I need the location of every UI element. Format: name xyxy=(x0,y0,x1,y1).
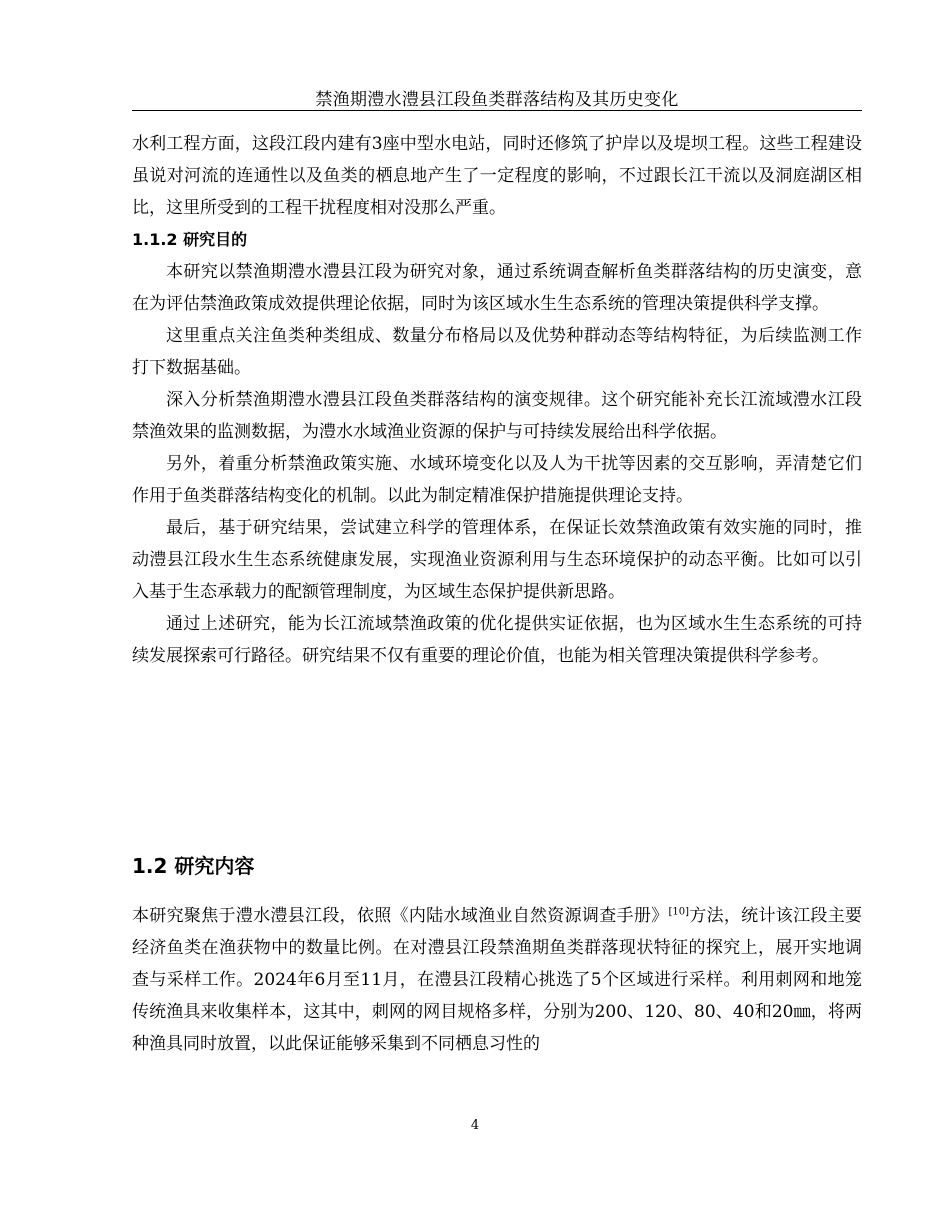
body-section-1-1 xyxy=(132,128,862,672)
body-section-1-2 xyxy=(132,900,862,1060)
research-content-paragraph xyxy=(132,900,862,1060)
running-header: 禁渔期澧水澧县江段鱼类群落结构及其历史变化 xyxy=(315,90,679,110)
citation-reference[interactable]: [10] xyxy=(668,906,689,918)
section-heading-1-2: 1.2 研究内容 xyxy=(132,854,255,878)
paragraph: 深入分析禁渔期澧水澧县江段鱼类群落结构的演变规律。这个研究能补充长江流域澧水江段禁渔效果的监测数据，为澧水水域渔业资源的保护与可持续发展给出科学依据。 xyxy=(132,390,862,442)
paragraph: 本研究以禁渔期澧水澧县江段为研究对象，通过系统调查解析鱼类群落结构的历史演变，意在为评估禁渔政策成效提供理论依据，同时为该区域水生生态系统的管理决策提供科学支撑。 xyxy=(132,262,862,314)
page-number: 4 xyxy=(470,1118,480,1133)
paragraph-text-start: 本研究聚焦于澧水澧县江段，依照《内陆水域渔业自然资源调查手册》 xyxy=(132,906,669,926)
intro-paragraph: 水利工程方面，这段江段内建有3座中型水电站，同时还修筑了护岸以及堤坝工程。这些工程建设虽说对河流的连通性以及鱼类的栖息地产生了一定程度的影响，不过跟长江干流以及洞庭湖区相比，这里所受到的工程干扰程度相对没那么严重。 xyxy=(132,134,862,218)
paragraph: 最后，基于研究结果，尝试建立科学的管理体系，在保证长效禁渔政策有效实施的同时，推动澧县江段水生生态系统健康发展，实现渔业资源利用与生态环境保护的动态平衡。比如可以引入基于生态承载力的配额管理制度，为区域生态保护提供新思路。 xyxy=(132,518,862,602)
paragraph-text-end: 方法，统计该江段主要经济鱼类在渔获物中的数量比例。在对澧县江段禁渔期鱼类群落现状特征的探究上，展开实地调查与采样工作。2024年6月至11月，在澧县江段精心挑选了5个区域进行采样。利用刺网和地笼传统渔具来收集样本，这其中，刺网的网目规格多样，分别为200、120、80、40和20㎜，将两种渔具同时放置，以此保证能够采集到不同栖息习性的 xyxy=(132,906,863,1054)
header-divider xyxy=(132,110,862,111)
subsection-heading-1-1-2: 1.1.2 研究目的 xyxy=(132,230,248,249)
paragraph: 另外，着重分析禁渔政策实施、水域环境变化以及人为干扰等因素的交互影响，弄清楚它们作用于鱼类群落结构变化的机制。以此为制定精准保护措施提供理论支持。 xyxy=(132,454,862,506)
paragraph: 这里重点关注鱼类种类组成、数量分布格局以及优势种群动态等结构特征，为后续监测工作打下数据基础。 xyxy=(132,326,862,378)
paragraph: 通过上述研究，能为长江流域禁渔政策的优化提供实证依据，也为区域水生生态系统的可持续发展探索可行路径。研究结果不仅有重要的理论价值，也能为相关管理决策提供科学参考。 xyxy=(132,614,862,666)
